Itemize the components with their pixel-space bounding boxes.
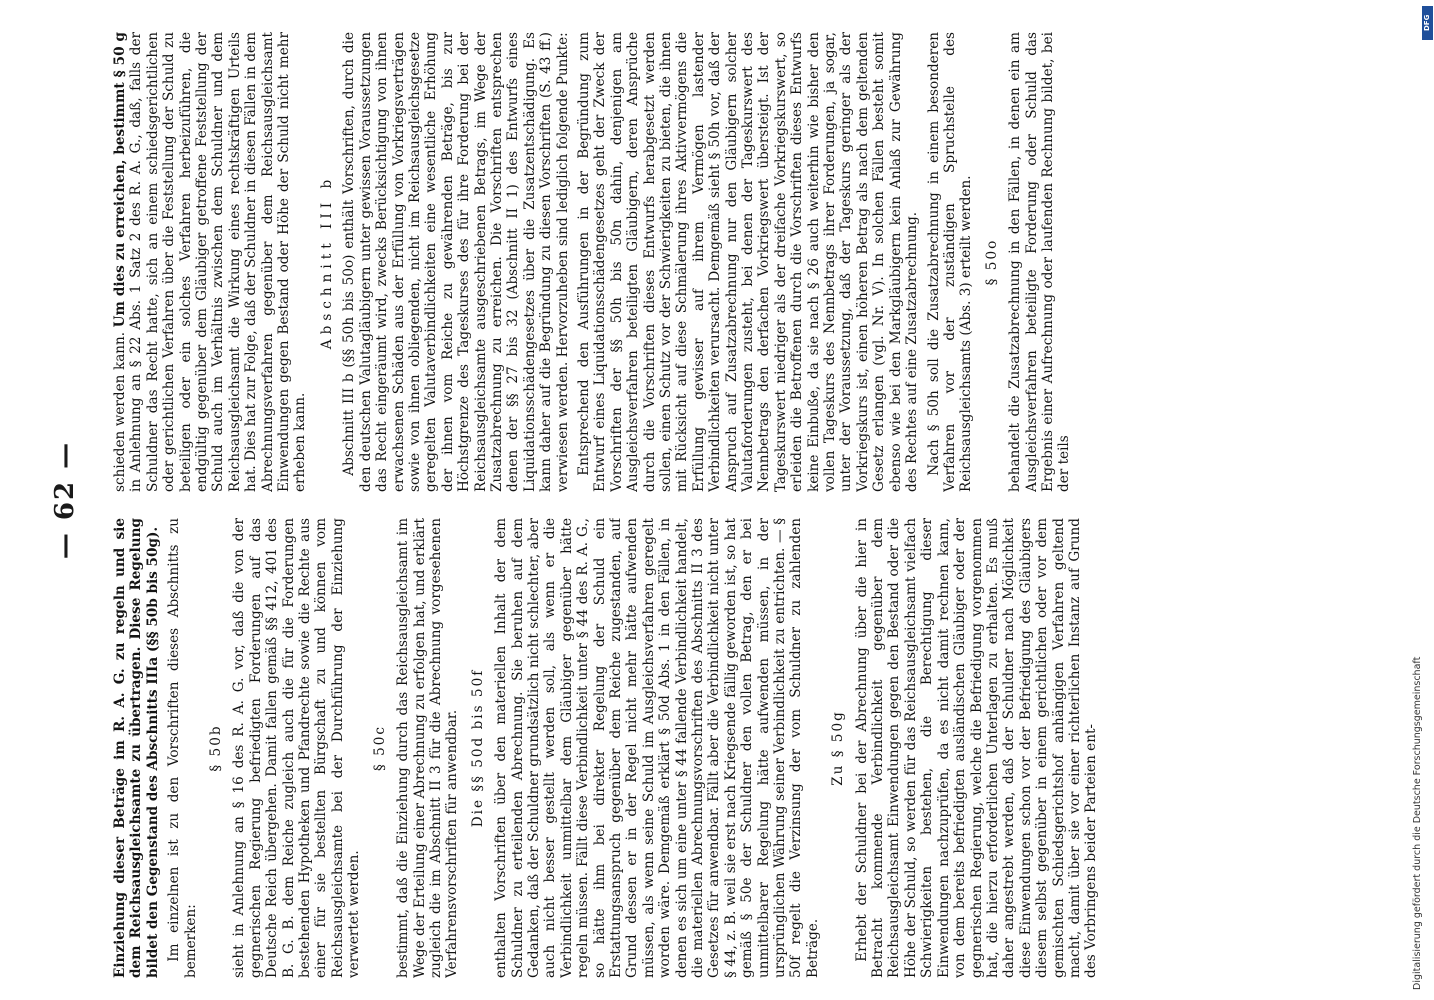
emphasized-text: Um dies zu erreichen, bestimmt § 50 g [112, 32, 128, 328]
section-heading: § 50c [371, 724, 388, 772]
section-heading: § 50b [208, 724, 225, 772]
paragraph: Abschnitt III b (§§ 50h bis 50o) enthält Vorschriften, durch die den deutschen Valutagläubigern unter gewissen Voraussetzungen das Recht eingeräumt wird, zwecks Berücksichtigung von ihnen erwachsenen Schäden aus der Erfüllung von Vorkriegsverträgen sowie von ihnen obliegenden, nicht im Reichsausgleichsgesetze geregelten Valutaverbindlichkeiten eine wesentliche Erhöhung der ihnen vom Reiche zu gewährenden Beträge, bis zur Höchstgrenze des Tageskurses des für ihre Forderung bei der Reichsausgleichsamte ausgeschriebenen Betrags, im Wege der Zusatzabrechnung zu erreichen. Die Vorschriften entsprechen denen der §§ 27 bis 32 (Abschnitt II 1) des Entwurfs eines Liquidationsschädengesetzes über die Zusatzentschädigung. Es kann daher auf die Begründung zu diesen Vorschriften (S. 43 ff.) verwiesen werden. Hervorzuheben sind lediglich folgende Punkte: [341, 32, 571, 492]
section-heading: § 50o [983, 238, 1000, 286]
section-heading: Die §§ 50d bis 50f [469, 668, 486, 828]
paragraph-rest: in Anlehnung an § 22 Abs. 1 Satz 2 des R. A. G., daß, falls der Schuldner das Recht hatte, sich an einem schiedsgerichtlichen oder gerichtlichen Verfahren über die Feststellung der Schuld zu beteiligen oder ein solches Verfahren herbeizuführen, die endgültig gegenüber dem Gläubiger getroffene Feststellung der Schuld auch im Verhältnis zwischen dem Schuldner und dem Reichsausgleichsamt die Wirkung eines rechtskräftigen Urteils hat. Dies hat zur Folge, daß der Schuldner in diesen Fällen in dem Abrechnungsverfahren gegenüber dem Reichsausgleichsamt Einwendungen gegen Bestand oder Höhe der Schuld nicht mehr erheben kann. [128, 32, 309, 492]
page-number: — 62 — [50, 440, 80, 560]
rotated-document-page [50, 0, 1350, 1000]
paragraph: behandelt die Zusatzabrechnung in den Fällen, in denen ein am Ausgleichsverfahren beteiligte Forderung oder Schuld das Ergebnis einer Aufrechnung oder laufenden Rechnung bildet, bei der teils [1007, 32, 1073, 492]
paragraph [112, 32, 309, 492]
dfg-logo: DFG [1422, 6, 1433, 40]
paragraph: Erhebt der Schuldner bei der Abrechnung über die hier in Betracht kommende Verbindlichkeit gegenüber dem Reichsausgleichsamt Einwendungen gegen den Bestand oder die Höhe der Schuld, so werden für das Reichsausgleichsamt vielfach Schwierigkeiten bestehen, die Berechtigung dieser Einwendungen nachzuprüfen, da es nicht damit rechnen kann, von dem bereits befriedigten ausländischen Gläubiger oder der gegnerischen Regierung, welche die Befriedigung vorgenommen hat, die hierzu erforderlichen Unterlagen zu erhalten. Es muß daher angestrebt werden, daß der Schuldner nach Möglichkeit diese Einwendungen schon vor der Befriedigung des Gläubigers diesem selbst gegenüber in einem gerichtlichen oder vor dem gemischten Schiedsgerichtshof anhängigen Verfahren geltend macht, damit über sie vor einer richterlichen Instanz auf Grund des Vorbringens beider Parteien ent- [853, 518, 1100, 978]
paragraph-start: schieden werden kann. [112, 331, 128, 492]
paragraph: Nach § 50h soll die Zusatzabrechnung in einem besonderen Verfahren vor der zuständigen Spruchstelle des Reichsausgleichsamts (Abs. 3) erteilt werden. [925, 32, 975, 492]
section-heading: Zu § 50g [830, 710, 847, 786]
paragraph: Entsprechend den Ausführungen in der Begründung zum Entwurf eines Liquidationsschädengesetzes geht der Zweck der Vorschriften der §§ 50h bis 50n dahin, denjenigen am Ausgleichsverfahren beteiligten Gläubigern, deren Ansprüche durch die Vorschriften dieses Entwurfs herabgesetzt werden sollen, einen Schutz vor der Schwierigkeiten zu bieten, die ihnen mit Rücksicht auf diese Schmälerung ihres Aktivvermögens die Erfüllung gewisser auf ihrem Vermögen lastender Verbindlichkeiten verursacht. Demgemäß sieht § 50h vor, daß der Anspruch auf Zusatzabrechnung nur den Gläubigern solcher Valutaforderungen zusteht, bei denen der Tageskurswert des Nennbetrags den derfachen Vorkriegswert übersteigt. Ist der Tageskurswert niedriger als der dreifache Vorkriegskurswert, so erleiden die Betroffenen durch die Vorschriften dieses Entwurfs keine Einbuße, da sie nach § 26 auch weiterhin wie bisher den vollen Tageskurs des Nennbetrags ihrer Forderungen, ja sogar, unter der Voraussetzung, daß der Tageskurs geringer als der Vorkriegskurs ist, einen höheren Betrag als nach dem geltenden Gesetz erlangen (vgl. Nr. V). In solchen Fällen besteht somit ebenso wie bei den Markgläubigern kein Anlaß zur Gewährung des Rechtes auf eine Zusatzabrechnung. [575, 32, 921, 492]
funding-note: Digitalisierung gefördert durch die Deutsche Forschungsgemeinschaft [1412, 656, 1423, 990]
right-text-column [112, 32, 1340, 492]
paragraph: bestimmt, daß die Einziehung durch das Reichsausgleichsamt im Wege der Erteilung einer Abrechnung zu erfolgen hat, und erklärt zugleich die im Abschnitt II 3 für die Abrechnung vorgesehenen Verfahrensvorschriften für anwendbar. [395, 518, 461, 978]
section-heading: Abschnitt III b [318, 174, 335, 350]
paragraph: Einziehung dieser Beträge im R. A. G. zu regeln und sie dem Reichsausgleichsamte zu übertragen. Diese Regelung bildet den Gegenstand des Abschnitts IIIa (§§ 50b bis 50g). [112, 518, 161, 978]
left-text-column [112, 518, 1340, 978]
paragraph: sieht in Anlehnung an § 16 des R. A. G. vor, daß die von der gegnerischen Regierung befriedigten Forderungen auf das Deutsche Reich übergehen. Damit fallen gemäß §§ 412, 401 des B. G. B. dem Reiche zugleich auch die für die Forderungen bestehenden Hypotheken und Pfandrechte sowie die Rechte aus einer für sie bestellten Bürgschaft zu und können vom Reichsausgleichsamte bei der Durchführung der Einziehung verwertet werden. [231, 518, 363, 978]
paragraph: Im einzelnen ist zu den Vorschriften dieses Abschnitts zu bemerken: [166, 518, 199, 978]
paragraph: enthalten Vorschriften über den materiellen Inhalt der dem Schuldner zu erteilenden Abrechnung. Sie beruhen auf dem Gedanken, daß der Schuldner grundsätzlich nicht schlechter, aber auch nicht besser gestellt werden soll, als wenn er die Verbindlichkeit unmittelbar dem Gläubiger gegenüber hätte regeln müssen. Fällt diese Verbindlichkeit unter § 44 des R. A. G., so hätte ihm bei direkter Regelung der Schuld ein Erstattungsanspruch gegenüber dem Reiche zugestanden, auf Grund dessen er in der Regel nicht mehr hätte aufwenden müssen, als wenn seine Schuld im Ausgleichsverfahren geregelt worden wäre. Demgemäß erklärt § 50d Abs. 1 in den Fällen, in denen es sich um eine unter § 44 fallende Verbindlichkeit handelt, die materiellen Abrechnungsvorschriften des Abschnitts II 3 des Gesetzes für anwendbar. Fällt aber die Verbindlichkeit nicht unter § 44, z. B. weil sie erst nach Kriegsende fällig geworden ist, so hat gemäß § 50e der Schuldner den vollen Betrag, den er bei unmittelbarer Regelung hätte aufwenden müssen, in der ursprünglichen Währung seiner Verbindlichkeit zu entrichten. — § 50f regelt die Verzinsung der vom Schuldner zu zahlenden Beträge. [493, 518, 821, 978]
